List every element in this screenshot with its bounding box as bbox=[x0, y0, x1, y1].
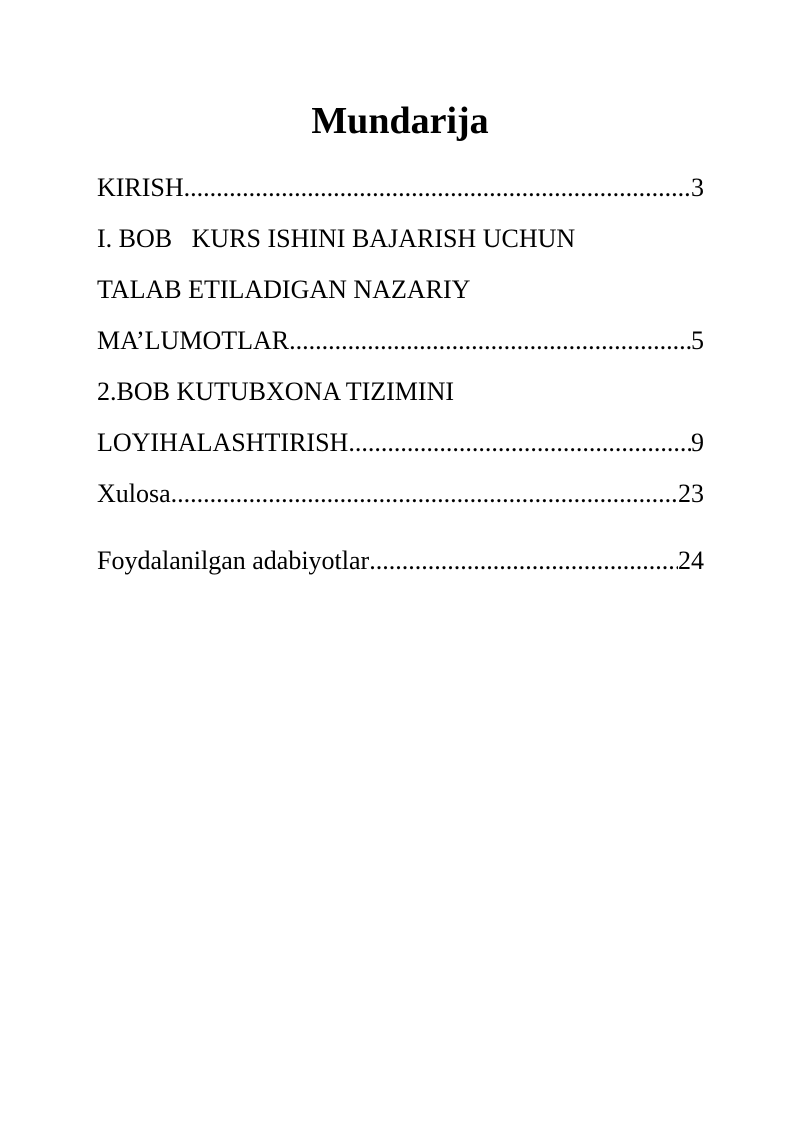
dot-leader bbox=[348, 417, 691, 468]
toc-entry-text: LOYIHALASHTIRISH bbox=[97, 428, 349, 457]
toc-page-number: 3 bbox=[691, 173, 704, 202]
dot-leader bbox=[184, 162, 691, 213]
toc-entry-adabiyotlar bbox=[97, 535, 704, 586]
table-of-contents bbox=[97, 162, 704, 586]
toc-page-number: 9 bbox=[691, 428, 704, 457]
toc-entry-text: MA’LUMOTLAR bbox=[97, 326, 290, 355]
toc-page-number: 24 bbox=[678, 546, 704, 575]
toc-entry-text: Xulosa bbox=[97, 479, 171, 508]
toc-entry-text: TALAB ETILADIGAN NAZARIY bbox=[97, 275, 471, 304]
page-title: Mundarija bbox=[311, 100, 489, 142]
toc-entry-chapter2-line1 bbox=[97, 366, 704, 417]
toc-entry-chapter1-line1 bbox=[97, 213, 704, 264]
toc-entry-chapter1-line3 bbox=[97, 315, 704, 366]
toc-entry-text: I. BOB KURS ISHINI BAJARISH UCHUN bbox=[97, 224, 576, 253]
toc-entry-text: Foydalanilgan adabiyotlar bbox=[97, 546, 370, 575]
dot-leader bbox=[289, 315, 691, 366]
toc-entry-text: KIRISH bbox=[97, 173, 184, 202]
dot-leader bbox=[369, 535, 678, 586]
toc-entry-kirish bbox=[97, 162, 704, 213]
dot-leader bbox=[171, 468, 678, 519]
toc-entry-chapter1-line2 bbox=[97, 264, 704, 315]
toc-page-number: 5 bbox=[691, 326, 704, 355]
toc-entry-chapter2-line2 bbox=[97, 417, 704, 468]
toc-page-number: 23 bbox=[678, 479, 704, 508]
toc-entry-xulosa bbox=[97, 468, 704, 519]
toc-entry-text: 2.BOB KUTUBXONA TIZIMINI bbox=[97, 377, 455, 406]
